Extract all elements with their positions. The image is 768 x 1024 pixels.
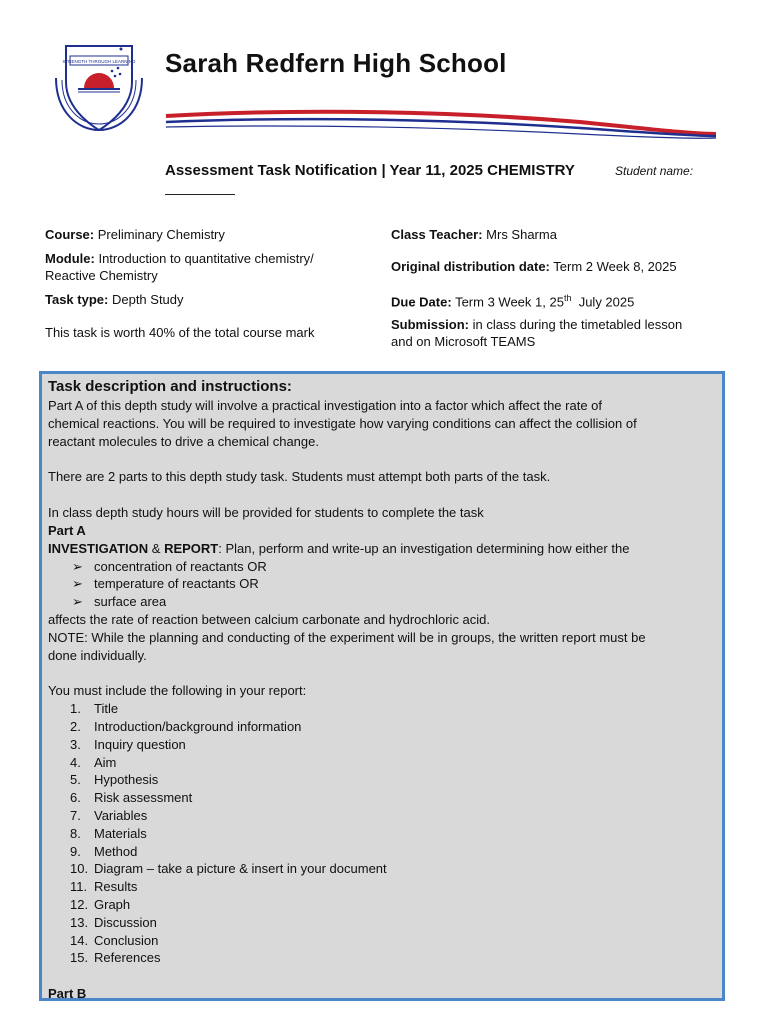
arrow-bullet-icon: ➢	[72, 594, 83, 610]
intro-line-2: chemical reactions. You will be required to investigate how varying conditions can affect the collision of	[48, 415, 637, 431]
list-item-number: 7.	[70, 807, 81, 823]
list-item-number: 9.	[70, 843, 81, 859]
due-label: Due Date:	[391, 294, 452, 310]
list-item-text: Introduction/background information	[94, 718, 302, 734]
investigation-line	[48, 540, 716, 558]
list-item-text: Materials	[94, 825, 147, 841]
intro-line-3: reactant molecules to drive a chemical change.	[48, 433, 319, 449]
list-item	[48, 843, 716, 861]
affects-line: affects the rate of reaction between calcium carbonate and hydrochloric acid.	[48, 611, 491, 627]
distribution-label: Original distribution date:	[391, 259, 550, 274]
student-name-blank[interactable]	[165, 194, 235, 195]
list-item-number: 8.	[70, 825, 81, 841]
parts-note: There are 2 parts to this depth study task. Students must attempt both parts of the task.	[48, 469, 551, 485]
list-item	[48, 878, 716, 896]
arrow-bullet-icon: ➢	[72, 558, 83, 574]
list-item-number: 15.	[70, 950, 89, 966]
list-item: ➢ temperature of reactants OR	[72, 576, 259, 592]
list-item	[48, 932, 716, 950]
list-item-text: Discussion	[94, 914, 157, 930]
investigation-amp: &	[151, 540, 161, 556]
hours-note: In class depth study hours will be provided for students to complete the task	[48, 505, 484, 521]
notice-title: Assessment Task Notification | Year 11, 2025 CHEMISTRY	[165, 162, 575, 179]
list-item	[48, 718, 716, 736]
list-item-number: 6.	[70, 790, 81, 806]
student-name-label: Student name:	[615, 164, 694, 178]
task-description-box	[39, 371, 725, 1001]
intro-line-1: Part A of this depth study will involve a practical investigation into a factor which affect the rate of	[48, 398, 603, 413]
course-label: Course:	[45, 227, 95, 242]
list-item-number: 5.	[70, 772, 81, 788]
course-value: Preliminary Chemistry	[97, 227, 225, 242]
distribution-value: Term 2 Week 8, 2025	[553, 259, 677, 274]
submission-value-line-1: in class during the timetabled lesson	[472, 317, 683, 332]
due-value-month: July 2025	[578, 294, 635, 310]
list-item-number: 4.	[70, 754, 81, 770]
list-item-number: 2.	[70, 718, 81, 734]
school-name: Sarah Redfern High School	[165, 48, 507, 78]
report-items-list	[48, 700, 716, 967]
list-item-text: Graph	[94, 896, 131, 912]
list-item	[48, 700, 716, 718]
submission-value-line-2: and on Microsoft TEAMS	[391, 334, 536, 349]
list-item	[48, 914, 716, 932]
list-item-text: Diagram – take a picture & insert in your document	[94, 861, 387, 877]
list-item	[48, 825, 716, 843]
include-intro: You must include the following in your report:	[48, 683, 307, 699]
submission-line	[391, 316, 682, 350]
distribution-line	[391, 258, 677, 275]
teacher-line	[391, 226, 557, 243]
list-item-text: References	[94, 950, 161, 966]
arrow-bullet-icon: ➢	[72, 576, 83, 592]
list-item	[48, 754, 716, 772]
task-title: Task description and instructions:	[48, 378, 292, 395]
due-date-line	[391, 290, 634, 310]
list-item: ➢ surface area	[72, 594, 167, 610]
investigation-text: : Plan, perform and write-up an investigation determining how either the	[218, 540, 630, 556]
list-item-number: 11.	[70, 879, 88, 895]
list-item-number: 3.	[70, 736, 81, 752]
due-value: Term 3 Week 1, 25	[455, 294, 564, 310]
list-item-number: 13.	[70, 914, 89, 930]
list-item-text: Conclusion	[94, 932, 159, 948]
list-item	[48, 807, 716, 825]
note-line-1: NOTE: While the planning and conducting of the experiment will be in groups, the written report must be	[48, 629, 646, 645]
list-item	[48, 896, 716, 914]
list-item-text: Results	[94, 879, 138, 895]
tasktype-label: Task type:	[45, 292, 109, 307]
note-line-2: done individually.	[48, 647, 147, 663]
investigation-label: INVESTIGATION	[48, 540, 149, 556]
report-label: REPORT	[164, 540, 219, 556]
list-item-text: Hypothesis	[94, 772, 159, 788]
list-item	[48, 736, 716, 754]
list-item-text: Aim	[94, 754, 117, 770]
list-item	[48, 771, 716, 789]
svg-text:STRENGTH THROUGH LEARNING: STRENGTH THROUGH LEARNING	[62, 59, 136, 64]
list-item-text: Variables	[94, 807, 148, 823]
worth-statement: This task is worth 40% of the total course mark	[45, 325, 315, 340]
list-item: ➢ concentration of reactants OR	[72, 558, 267, 574]
list-item-text: Title	[94, 701, 119, 717]
options-list	[48, 558, 716, 611]
module-label: Module:	[45, 251, 95, 266]
tasktype-line	[45, 291, 184, 308]
part-a-heading: Part A	[48, 522, 86, 538]
list-item-number: 12.	[70, 896, 89, 912]
list-item-number: 1.	[70, 701, 81, 717]
list-item-number: 10.	[70, 861, 89, 877]
teacher-value: Mrs Sharma	[486, 227, 557, 242]
submission-label: Submission:	[391, 317, 470, 332]
list-item	[48, 860, 716, 878]
list-item-number: 14.	[70, 932, 89, 948]
list-item-text: Inquiry question	[94, 736, 186, 752]
teacher-label: Class Teacher:	[391, 227, 483, 242]
module-line	[45, 250, 314, 284]
list-item	[48, 789, 716, 807]
module-value-line-1: Introduction to quantitative chemistry/	[98, 251, 314, 266]
list-item-text: Risk assessment	[94, 790, 193, 806]
part-b-heading: Part B	[48, 986, 87, 1001]
list-item-text: Method	[94, 843, 138, 859]
module-value-line-2: Reactive Chemistry	[45, 268, 158, 283]
course-line	[45, 226, 225, 243]
school-logo	[48, 42, 150, 134]
tasktype-value: Depth Study	[111, 292, 184, 307]
header-swoosh-decoration	[160, 98, 720, 148]
due-value-ordinal: th	[563, 293, 572, 303]
list-item	[48, 949, 716, 967]
